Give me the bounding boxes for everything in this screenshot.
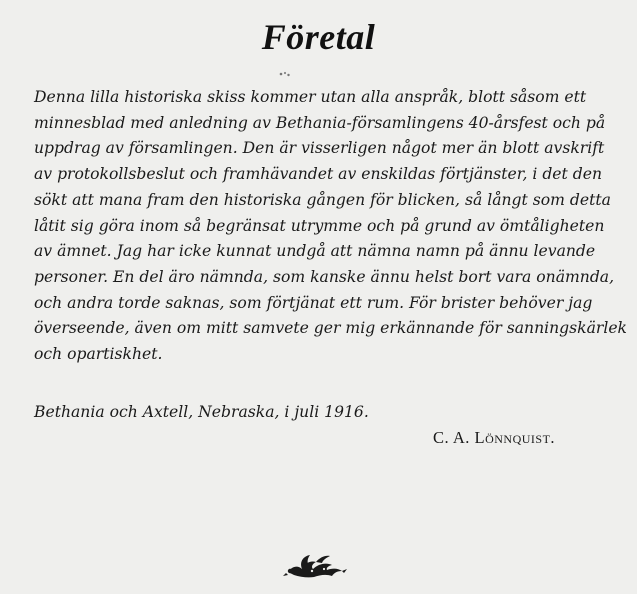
text-line: överseende, även om mitt samvete ger mig erkännande för sanningskärlek <box>34 319 628 338</box>
signature-surname: Lönnquist. <box>474 428 556 447</box>
author-signature <box>433 425 555 450</box>
ink-speck-icon <box>278 70 292 78</box>
text-line: personer. En del äro nämnda, som kanske ännu helst bort vara onämnda, <box>34 267 615 286</box>
text-line: och opartiskhet. <box>34 345 163 364</box>
text-line: Denna lilla historiska skiss kommer utan alla anspråk, blott såsom ett <box>34 88 587 106</box>
text-line: sökt att mana fram den historiska gången för blicken, så långt som detta <box>34 190 611 209</box>
text-line: av protokollsbeslut och framhävandet av enskildas förtjänster, i det den <box>34 165 603 184</box>
text-line: minnesblad med anledning av Bethania-församlingens 40-årsfest och på <box>34 113 606 132</box>
signature-initials: C. A. <box>433 428 475 447</box>
preface-paragraph <box>34 85 628 368</box>
text-line: uppdrag av församlingen. Den är visserligen något mer än blott avskrift <box>34 139 605 158</box>
place-and-date: Bethania och Axtell, Nebraska, i juli 1916. <box>34 403 369 421</box>
text-line: av ämnet. Jag har icke kunnat undgå att nämna namn på ännu levande <box>34 242 596 261</box>
text-line: låtit sig göra inom så begränsat utrymme och på grund av ömtåligheten <box>34 216 605 235</box>
dragon-ornament-icon <box>282 552 348 580</box>
text-line: och andra torde saknas, som förtjänat ett rum. För brister behöver jag <box>34 293 593 312</box>
page-title: Företal <box>261 17 376 57</box>
